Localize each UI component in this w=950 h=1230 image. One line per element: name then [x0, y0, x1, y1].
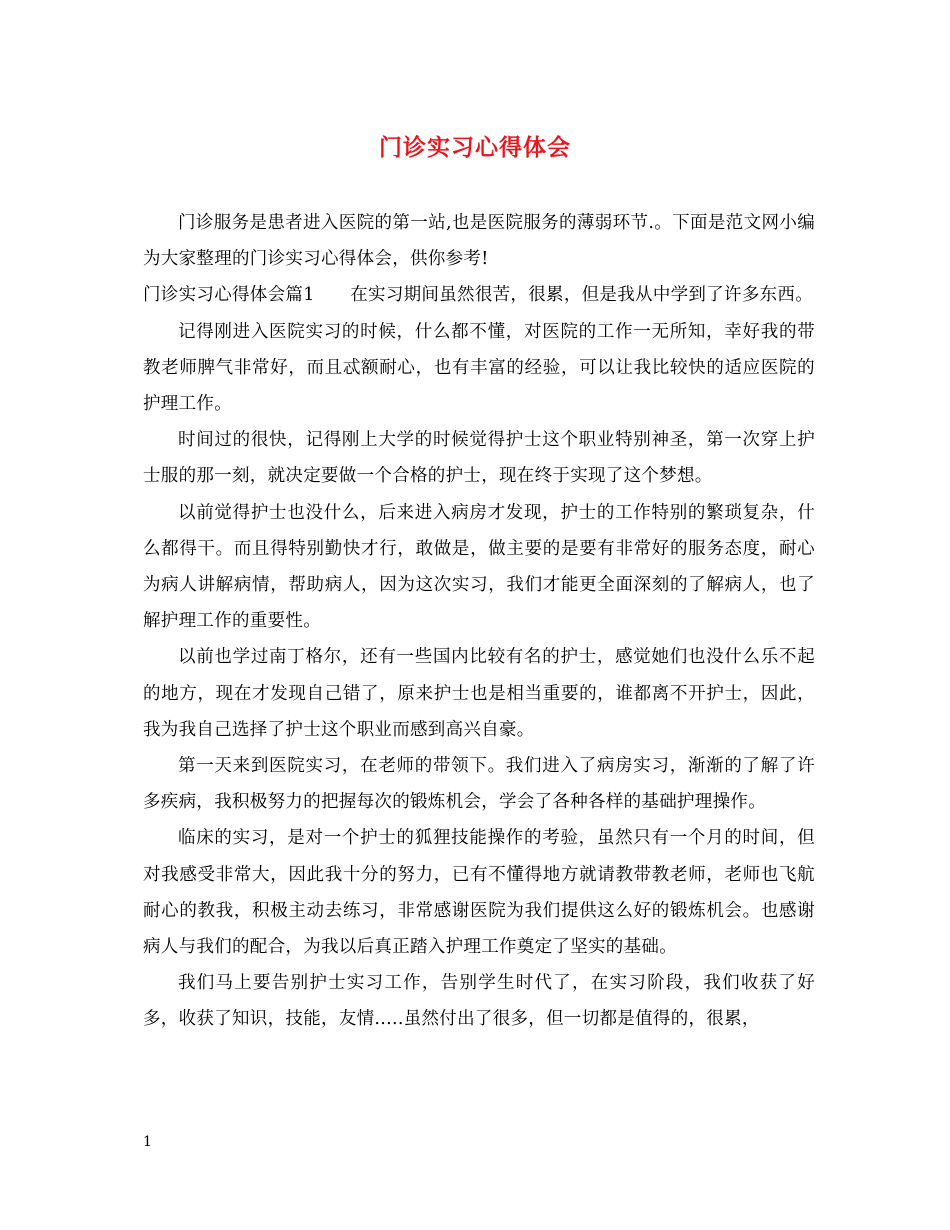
paragraph: 临床的实习，是对一个护士的狐狸技能操作的考验，虽然只有一个月的时间，但对我感受非常大，因此我十分的努力，已有不懂得地方就请教带教老师，老师也飞航耐心的教我，积极主动去练习，非常感谢医院为我们提供这么好的锻炼机会。也感谢病人与我们的配合，为我以后真正踏入护理工作奠定了坚实的基础。: [143, 828, 815, 958]
paragraph-section-heading: 门诊实习心得体会篇1 在实习期间虽然很苦，很累，但是我从中学到了许多东西。: [143, 285, 814, 306]
paragraph-intro: 门诊服务是患者进入医院的第一站,也是医院服务的薄弱环节.。下面是范文网小编为大家整理的门诊实习心得体会，供你参考!: [143, 213, 815, 270]
paragraph: 时间过的很快，记得刚上大学的时候觉得护士这个职业特别神圣，第一次穿上护士服的那一刻，就决定要做一个合格的护士，现在终于实现了这个梦想。: [143, 430, 815, 487]
page-number: 1: [143, 1134, 152, 1150]
paragraph: 记得刚进入医院实习的时候，什么都不懂，对医院的工作一无所知，幸好我的带教老师脾气非常好，而且忒额耐心，也有丰富的经验，可以让我比较快的适应医院的护理工作。: [143, 321, 815, 415]
document-body: [143, 205, 815, 1038]
paragraph: 以前觉得护士也没什么，后来进入病房才发现，护士的工作特别的繁琐复杂，什么都得干。而且得特别勤快才行，敢做是，做主要的是要有非常好的服务态度，耐心为病人讲解病情，帮助病人，因为这次实习，我们才能更全面深刻的了解病人，也了解护理工作的重要性。: [143, 502, 815, 632]
paragraph: 第一天来到医院实习，在老师的带领下。我们进入了病房实习，渐渐的了解了许多疾病，我积极努力的把握每次的锻炼机会，学会了各种各样的基础护理操作。: [143, 756, 815, 813]
paragraph: 我们马上要告别护士实习工作，告别学生时代了，在实习阶段，我们收获了好多，收获了知识，技能，友情.....虽然付出了很多，但一切都是值得的，很累，: [143, 973, 815, 1030]
document-title: 门诊实习心得体会: [379, 134, 571, 161]
paragraph: 以前也学过南丁格尔，还有一些国内比较有名的护士，感觉她们也没什么乐不起的地方，现在才发现自己错了，原来护士也是相当重要的，谁都离不开护士，因此，我为我自己选择了护士这个职业而感到高兴自豪。: [143, 647, 815, 740]
